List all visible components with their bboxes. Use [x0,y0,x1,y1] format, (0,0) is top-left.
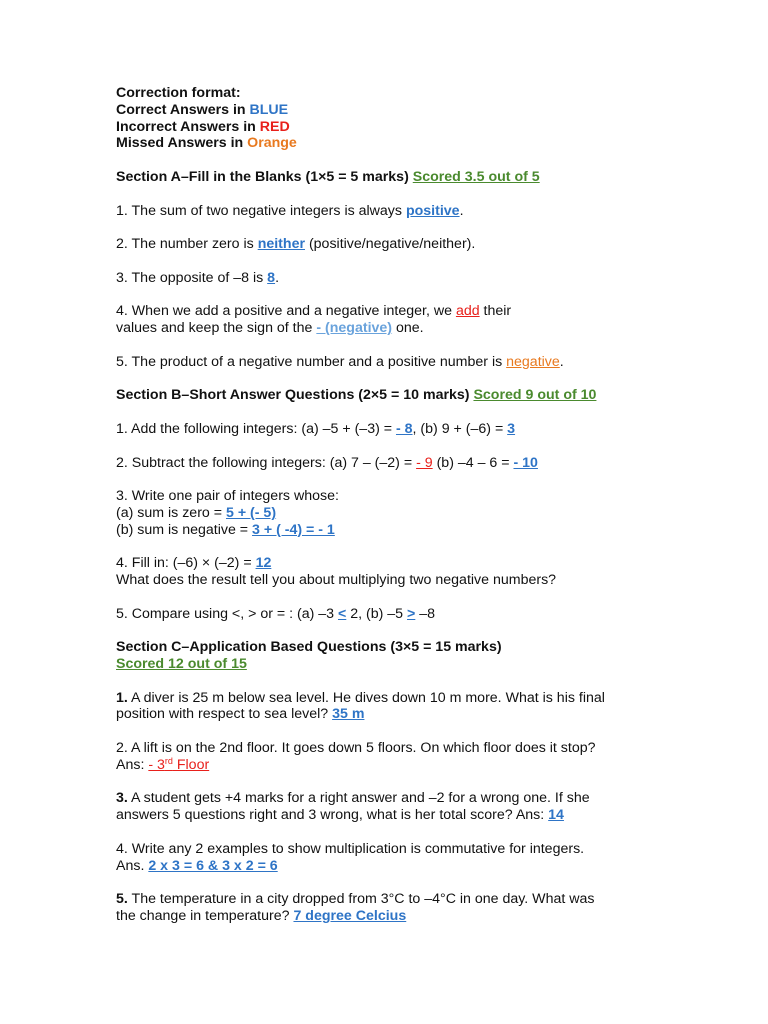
section-c-q3: 3. A student gets +4 marks for a right answer and –2 for a wrong one. If she answers 5 questions right and 3 wrong, what is her total score? Ans: 14 [116,790,590,824]
answer-correct: 3 + ( -4) = - 1 [252,521,335,538]
legend-missed-color: Orange [247,135,297,152]
answer-correct: positive [405,202,460,219]
section-c-heading: Section C–Application Based Questions (3×5 = 15 marks) Scored 12 out of 15 [116,639,728,673]
section-a-q3: 3. The opposite of –8 is 8. [116,269,280,286]
section-c-q2: 2. A lift is on the 2nd floor. It goes down 5 floors. On which floor does it stop? Ans: - 3rd Floor [116,740,596,773]
answer-correct: > [407,605,416,622]
legend-correct: Correct Answers in BLUE [116,101,289,118]
section-b-heading: Section B–Short Answer Questions (2×5 = 10 marks) Scored 9 out of 10 [116,387,597,404]
section-b-q2: 2. Subtract the following integers: (a) 7 – (–2) = - 9 (b) –4 – 6 = - 10 [116,454,538,471]
legend-correct-color: BLUE [249,101,289,118]
answer-correct: 35 m [332,706,365,723]
legend-incorrect-color: RED [259,118,290,135]
legend-title: Correction format: [116,85,241,101]
section-c-q5: 5. The temperature in a city dropped from 3°C to –4°C in one day. What was the change in temperature? 7 degree Celcius [116,891,595,925]
answer-correct: - (negative) [316,320,393,337]
answer-missed: negative [506,353,560,370]
answer-correct: 7 degree Celcius [293,908,407,925]
answer-correct: < [338,605,347,622]
section-a-heading: Section A–Fill in the Blanks (1×5 = 5 marks) Scored 3.5 out of 5 [116,168,540,185]
section-b-q5: 5. Compare using <, > or = : (a) –3 < 2, (b) –5 > –8 [116,605,436,622]
section-a-q5: 5. The product of a negative number and a positive number is negative. [116,353,564,370]
section-a-q4: 4. When we add a positive and a negative integer, we add their values and keep the sign of the - (negative) one. [116,303,512,337]
answer-correct: 3 [507,420,516,437]
section-a-q2: 2. The number zero is neither (positive/negative/neither). [116,236,476,253]
section-a-q1: 1. The sum of two negative integers is always positive. [116,202,464,219]
legend-missed: Missed Answers in Orange [116,135,297,152]
correction-format-legend [116,85,728,152]
section-b-q3: 3. Write one pair of integers whose: (a) sum is zero = 5 + (- 5) (b) sum is negative = 3 + ( -4) = - 1 [116,488,339,538]
answer-incorrect: - 3rd Floor [148,755,210,773]
legend-incorrect: Incorrect Answers in RED [116,118,290,135]
section-a-score: Scored 3.5 out of 5 [412,168,540,185]
answer-correct: 8 [267,269,276,286]
answer-correct: - 8 [395,420,413,437]
answer-incorrect: add [455,303,480,320]
answer-correct: 5 + (- 5) [225,504,277,521]
section-b-q4: 4. Fill in: (–6) × (–2) = 12 What does the result tell you about multiplying two negative numbers? [116,555,557,589]
section-c-score: Scored 12 out of 15 [116,656,247,673]
section-c-q4: 4. Write any 2 examples to show multiplication is commutative for integers. Ans. 2 x 3 = 6 & 3 x 2 = 6 [116,840,585,874]
section-c-q1: 1. A diver is 25 m below sea level. He dives down 10 m more. What is his final position with respect to sea level? 35 m [116,689,605,723]
answer-correct: 12 [255,555,272,572]
answer-correct: 2 x 3 = 6 & 3 x 2 = 6 [148,857,278,874]
answer-incorrect: - 9 [416,454,433,471]
section-b-score: Scored 9 out of 10 [473,387,597,404]
answer-correct: - 10 [513,454,538,471]
section-b-q1: 1. Add the following integers: (a) –5 + (–3) = - 8, (b) 9 + (–6) = 3 [116,420,516,437]
answer-correct: neither [257,236,305,253]
answer-correct: 14 [548,807,564,824]
